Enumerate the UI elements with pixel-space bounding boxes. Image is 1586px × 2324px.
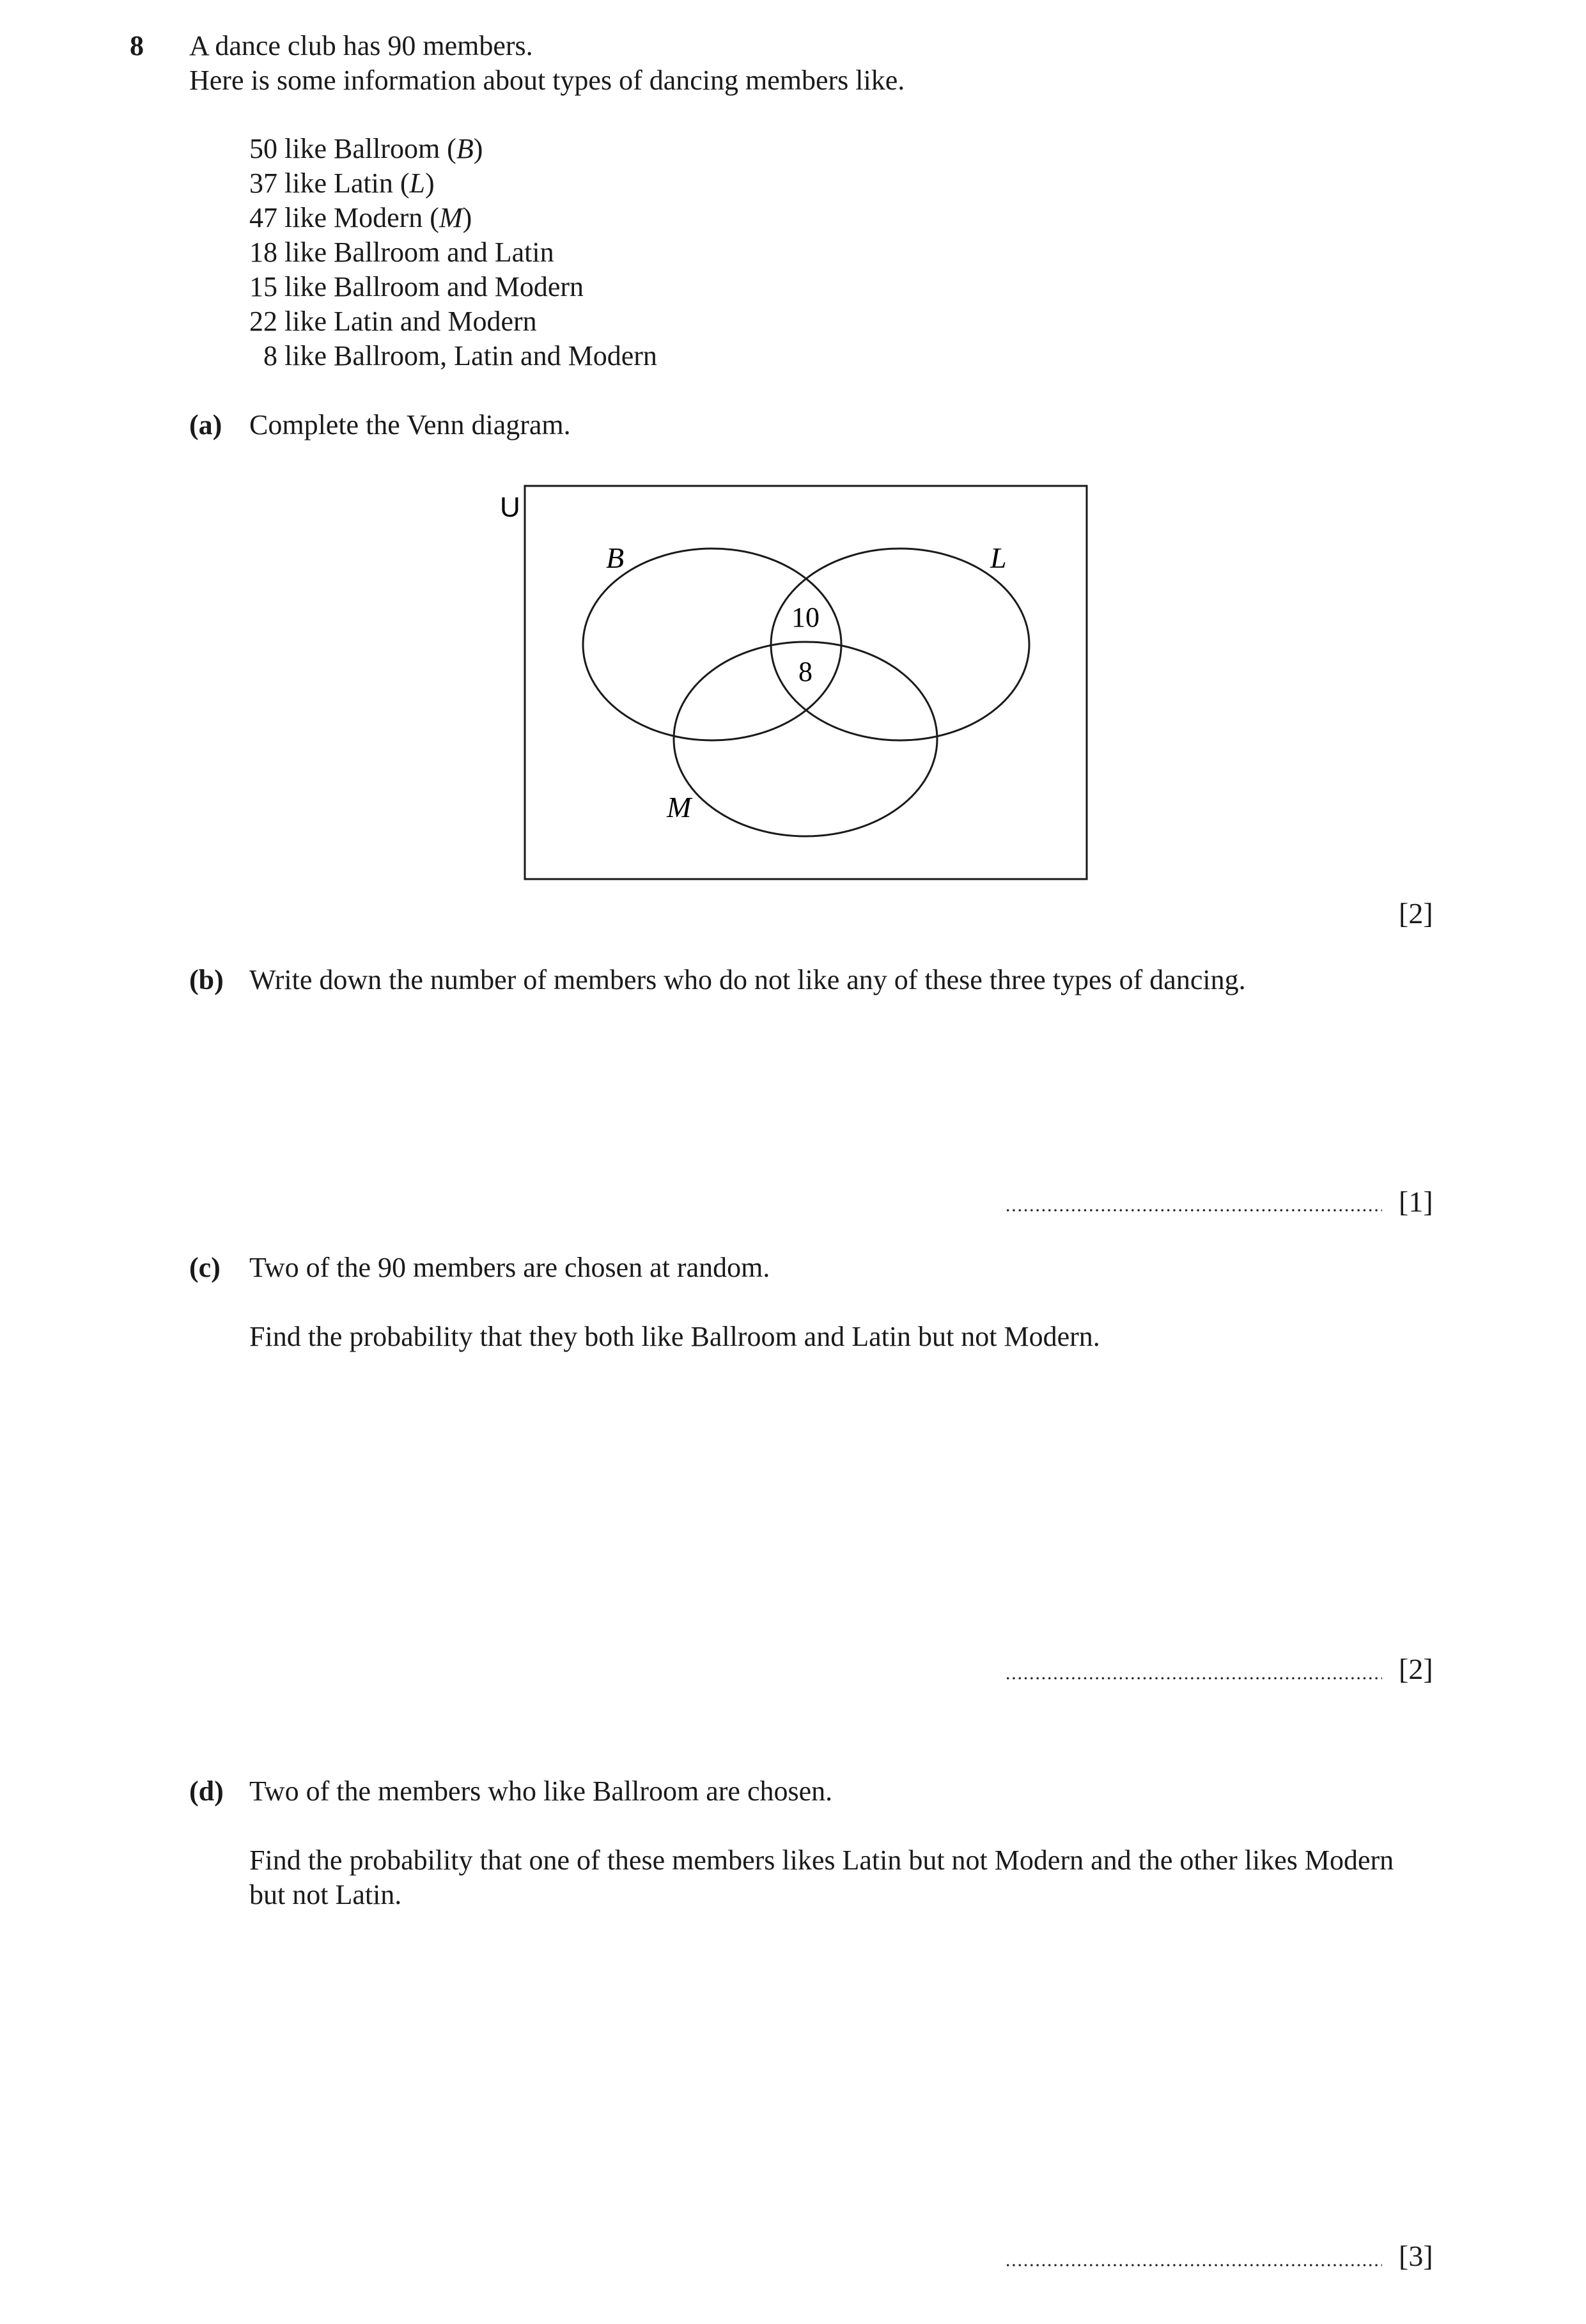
part-b-text: Write down the number of members who do not like any of these three types of dancing. [249,964,1246,995]
part-d-text-2b: but not Latin. [249,1879,402,1910]
fact-ballroom-modern: 15 like Ballroom and Modern [249,271,584,302]
part-c-text-2: Find the probability that they both like Ballroom and Latin but not Modern. [249,1321,1100,1352]
intro-line-1: A dance club has 90 members. [189,30,533,61]
set-m-label: M [667,791,692,823]
part-b-label: (b) [189,964,224,995]
fact-latin-modern: 22 like Latin and Modern [249,306,537,337]
part-d-answer-line[interactable] [1005,2258,1382,2270]
part-a-label: (a) [189,409,222,441]
part-d-label: (d) [189,1775,224,1807]
fact-ballroom [249,132,483,166]
question-number: 8 [130,30,144,61]
fact-latin [249,166,435,201]
set-l-label: L [990,542,1007,574]
fact-text: ) [473,133,483,164]
set-b-label: B [606,542,625,574]
part-b-answer-line[interactable] [1005,1203,1382,1215]
intro-line-2: Here is some information about types of dancing members like. [189,65,905,96]
part-b-marks: [1] [1399,1185,1433,1218]
set-b-circle [583,549,841,740]
venn-diagram [486,473,1100,889]
fact-text: 47 like Modern ( [249,202,439,233]
fact-variable: B [456,133,474,164]
part-a-text: Complete the Venn diagram. [249,409,571,441]
part-c-marks: [2] [1399,1653,1433,1685]
fact-text: ) [424,168,435,199]
fact-text: 50 like Ballroom ( [249,133,456,164]
part-d-marks: [3] [1399,2240,1433,2272]
fact-modern [249,201,472,235]
part-a-marks: [2] [1399,897,1433,930]
part-c-answer-line[interactable] [1005,1671,1382,1683]
part-d-text-1: Two of the members who like Ballroom are chosen. [249,1775,833,1807]
part-c-label: (c) [189,1252,221,1283]
fact-ballroom-latin: 18 like Ballroom and Latin [249,237,554,268]
fact-text: ) [462,202,472,233]
region-all-three-value: 8 [798,656,812,687]
fact-variable: M [439,202,463,233]
fact-all-three: 8 like Ballroom, Latin and Modern [263,340,657,371]
fact-text: 37 like Latin ( [249,168,410,199]
fact-variable: L [409,168,425,199]
universal-set-symbol: U [500,492,520,523]
part-d-text-2a: Find the probability that one of these members likes Latin but not Modern and the other likes Modern [249,1844,1394,1876]
part-c-text-1: Two of the 90 members are chosen at random. [249,1252,770,1283]
set-l-circle [771,549,1029,740]
region-b-l-only-value: 10 [791,602,820,633]
